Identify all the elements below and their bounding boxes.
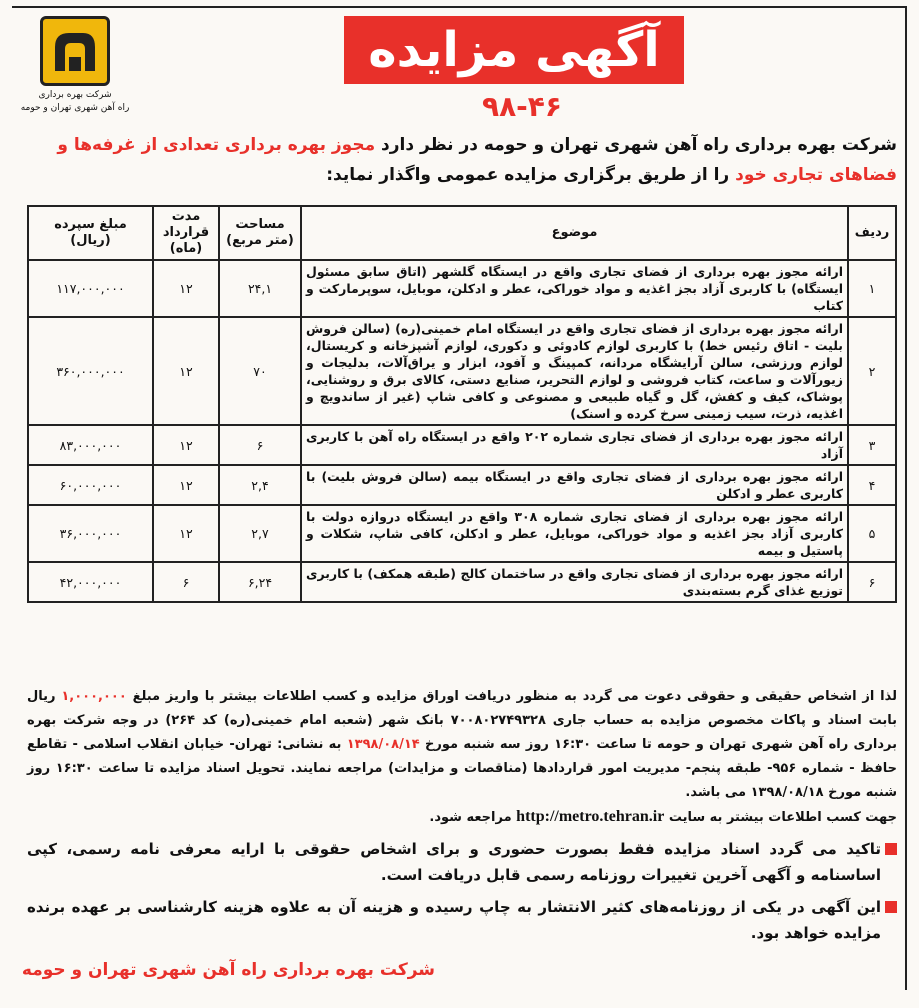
auction-details (27, 685, 897, 946)
row-deposit: ۱۱۷,۰۰۰,۰۰۰ (28, 260, 153, 317)
advertisement-page (12, 6, 907, 990)
row-duration: ۱۲ (153, 260, 219, 317)
row-subject: ارائه مجوز بهره برداری از فضای تجاری واقع در ایستگاه بیمه (سالن فروش بلیت) با کاربری عطر و ادکلن (301, 465, 848, 505)
row-deposit: ۳۶,۰۰۰,۰۰۰ (28, 505, 153, 562)
intro-paragraph (27, 130, 897, 190)
row-subject: ارائه مجوز بهره برداری از فضای تجاری واقع در ساختمان کالج (طبقه همکف) با کاربری توزیع غذای گرم بسته‌بندی (301, 562, 848, 602)
header-deposit: مبلغ سپرده (ریال) (28, 206, 153, 260)
note-item (27, 894, 897, 946)
row-duration: ۱۲ (153, 317, 219, 425)
row-subject: ارائه مجوز بهره برداری از فضای تجاری شماره ۳۰۸ واقع در ایستگاه دروازه دولت با کاربری آزاد بجز اغذیه و مواد خوراکی، موبایل، عطر و ادکلن، کافی شاپ، شکلات و پاستیل و بیمه (301, 505, 848, 562)
header-area: مساحت (متر مربع) (219, 206, 301, 260)
row-deposit: ۴۲,۰۰۰,۰۰۰ (28, 562, 153, 602)
header-subject: موضوع (301, 206, 848, 260)
table-row (28, 562, 896, 602)
details-text-a: لذا از اشخاص حقیقی و حقوقی دعوت می گردد به منظور دریافت اوراق مزایده و کسب اطلاعات بیشتر با واریز مبلغ (126, 689, 897, 704)
row-number: ۲ (848, 317, 896, 425)
row-subject: ارائه مجوز بهره برداری از فضای تجاری واقع در ایستگاه گلشهر (اتاق سابق مسئول ایستگاه) با کاربری آزاد بجز اغذیه و مواد خوراکی، عطر و ادکلن، موبایل، سوپرمارکت و کتاب (301, 260, 848, 317)
header-row-number: ردیف (848, 206, 896, 260)
table-row (28, 260, 896, 317)
note-item (27, 836, 897, 888)
note-text: تاکید می گردد اسناد مزایده فقط بصورت حضوری و برای اشخاص حقوقی با ارایه معرفی نامه رسمی، کپی اساسنامه و آگهی آخرین تغییرات روزنامه رسمی قابل دریافت است. (27, 840, 881, 884)
row-area: ۲,۴ (219, 465, 301, 505)
row-area: ۷۰ (219, 317, 301, 425)
metro-logo-icon (40, 16, 110, 86)
intro-company: شرکت بهره برداری راه آهن شهری تهران و حومه (483, 135, 897, 155)
website-paragraph (27, 805, 897, 830)
company-signature: شرکت بهره برداری راه آهن شهری تهران و حومه (21, 960, 435, 980)
auction-items-table (27, 205, 897, 603)
row-number: ۶ (848, 562, 896, 602)
website-link[interactable]: http://metro.tehran.ir (516, 808, 665, 825)
auction-title-banner: آگهی مزایده (344, 16, 684, 84)
row-subject: ارائه مجوز بهره برداری از فضای تجاری واقع در ایستگاه امام خمینی(ره) (سالن فروش بلیت - اتاق رئیس خط) با کاربری لوازم کادوئی و دکوری، لوازم آشپزخانه و کریستال، لوازم ورزشی، سالن آرایشگاه مردانه، کمپینگ و آفود، ابزار و یراق‌آلات، بدلیجات و زیورآلات و ساعت، کتاب فروشی و لوازم التحریر، صنایع دستی، کالای برق و روشنایی، پوشاک، کیف و کفش، گل و گیاه طبیعی و مصنوعی و کافی شاپ (غیر از ساندویچ و اغذیه، ذرت، سیب زمینی سرخ کرده و اسنک) (301, 317, 848, 425)
website-text-a: جهت کسب اطلاعات بیشتر به سایت (664, 810, 897, 825)
table-row (28, 425, 896, 465)
row-subject: ارائه مجوز بهره برداری از فضای تجاری شماره ۲۰۲ واقع در ایستگاه راه آهن با کاربری آزاد (301, 425, 848, 465)
row-number: ۳ (848, 425, 896, 465)
row-duration: ۱۲ (153, 505, 219, 562)
deposit-fee-amount: ۱,۰۰۰,۰۰۰ (61, 689, 127, 704)
row-number: ۵ (848, 505, 896, 562)
row-area: ۶ (219, 425, 301, 465)
table-header-row (28, 206, 896, 260)
row-deposit: ۸۳,۰۰۰,۰۰۰ (28, 425, 153, 465)
row-deposit: ۶۰,۰۰۰,۰۰۰ (28, 465, 153, 505)
details-paragraph (27, 685, 897, 805)
table-row (28, 505, 896, 562)
details-text-c: به نشانی: تهران- خیابان انقلاب اسلامی - تقاطع حافظ - شماره ۹۵۶- طبقه پنجم- مدیریت امور قراردادها (مناقصات و مزایدات) مراجعه نمایند. تحویل اسناد مزایده تا ساعت ۱۶:۳۰ روز شنبه مورخ ۱۳۹۸/۰۸/۱۸ می باشد. (27, 737, 897, 800)
ad-number: ۹۸-۴۶ (482, 90, 562, 123)
intro-text1: در نظر دارد (375, 135, 484, 155)
intro-highlight: مجوز بهره برداری تعدادی از غرفه‌ها و فضاهای تجاری خود (57, 135, 897, 185)
red-square-bullet-icon (885, 843, 897, 855)
row-number: ۴ (848, 465, 896, 505)
row-duration: ۱۲ (153, 425, 219, 465)
row-area: ۲۴,۱ (219, 260, 301, 317)
details-text-b: ریال بابت اسناد و پاکات مخصوص مزایده به حساب جاری ۷۰۰۸۰۲۷۴۹۳۲۸ بانک شهر (شعبه امام خمینی(ره) کد ۲۶۴) در وجه شرکت بهره برداری راه آهن شهری تهران و حومه تا ساعت ۱۶:۳۰ روز سه شنبه مورخ (27, 689, 897, 752)
logo-caption-line1: شرکت بهره برداری (38, 90, 112, 100)
company-logo (20, 16, 130, 115)
website-text-b: مراجعه شود. (429, 810, 517, 825)
row-area: ۲,۷ (219, 505, 301, 562)
table-row (28, 317, 896, 425)
red-square-bullet-icon (885, 901, 897, 913)
row-deposit: ۳۶۰,۰۰۰,۰۰۰ (28, 317, 153, 425)
row-duration: ۶ (153, 562, 219, 602)
row-area: ۶,۲۴ (219, 562, 301, 602)
row-number: ۱ (848, 260, 896, 317)
intro-text2: را از طریق برگزاری مزایده عمومی واگذار نماید: (326, 165, 736, 185)
deadline-date: ۱۳۹۸/۰۸/۱۴ (346, 737, 420, 752)
header-duration: مدت قرارداد (ماه) (153, 206, 219, 260)
logo-caption-line2: راه آهن شهری تهران و حومه (20, 103, 130, 113)
note-text: این آگهی در یکی از روزنامه‌های کثیر الانتشار به چاپ رسیده و هزینه آن به علاوه هزینه کارشناسی بر عهده برنده مزایده خواهد بود. (27, 898, 881, 942)
table-row (28, 465, 896, 505)
row-duration: ۱۲ (153, 465, 219, 505)
